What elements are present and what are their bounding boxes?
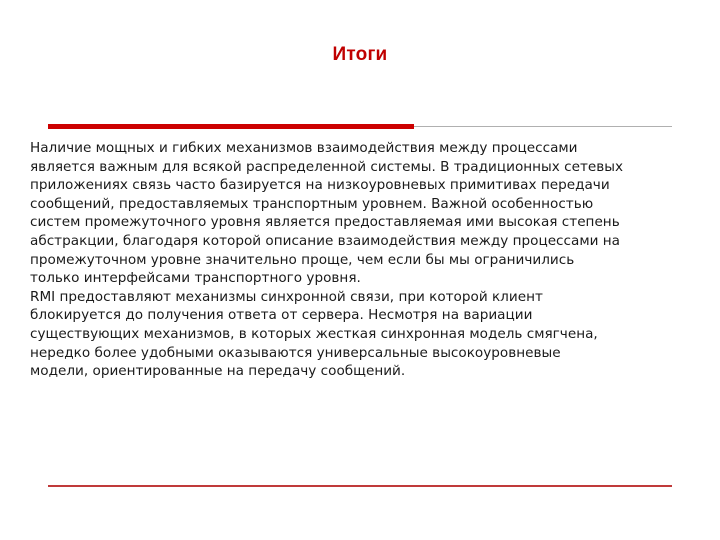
body-line: нередко более удобными оказываются универсальные высокоуровневые (30, 344, 561, 361)
body-line: RMI предоставляют механизмы синхронной связи, при которой клиент (30, 288, 543, 305)
body-line: только интерфейсами транспортного уровня. (30, 270, 361, 287)
body-line: блокируется до получения ответа от сервера. Несмотря на вариации (30, 307, 533, 324)
body-line: существующих механизмов, в которых жесткая синхронная модель смягчена, (30, 325, 598, 342)
bottom-divider-line (48, 485, 672, 487)
body-line: абстракции, благодаря которой описание взаимодействия между процессами на (30, 232, 620, 249)
title-accent-bar (48, 124, 414, 129)
body-line: является важным для всякой распределенной системы. В традиционных сетевых (30, 158, 624, 175)
slide-title: Итоги (332, 44, 388, 65)
body-line: Наличие мощных и гибких механизмов взаимодействия между процессами (30, 140, 578, 156)
body-line: промежуточном уровне значительно проще, чем если бы мы ограничились (30, 251, 575, 268)
body-line: приложениях связь часто базируется на низкоуровневых примитивах передачи (30, 177, 610, 194)
body-line: модели, ориентированные на передачу сообщений. (30, 363, 406, 380)
slide-body-text (30, 139, 720, 381)
body-line: систем промежуточного уровня является предоставляемая ими высокая степень (30, 214, 620, 231)
body-line: сообщений, предоставляемых транспортным уровнем. Важной особенностью (30, 195, 594, 212)
